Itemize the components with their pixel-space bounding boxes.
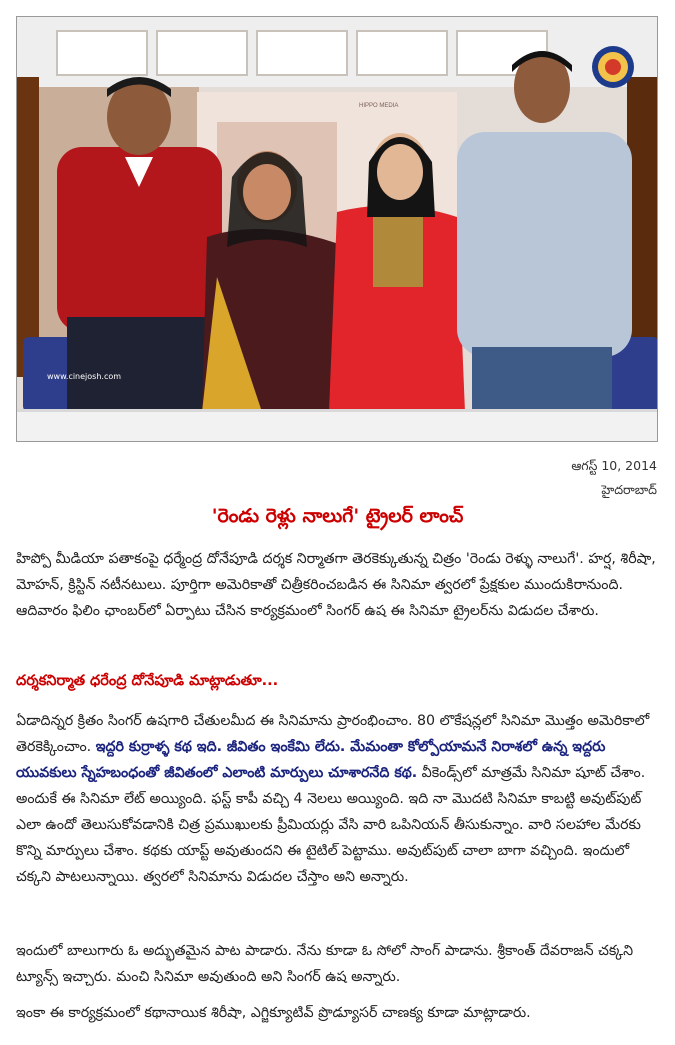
event-photo	[16, 16, 658, 442]
poster-banner-text: HIPPO MEDIA	[359, 103, 399, 109]
article-headline: 'రెండు రెళ్లు నాలుగే' ట్రైలర్ లాంచ్	[211, 505, 464, 527]
article-place: హైదరాబాద్	[601, 482, 657, 497]
channel-logo-icon	[592, 46, 634, 88]
article-paragraph-closing: ఇంకా ఈ కార్యక్రమంలో కథానాయిక శిరీషా, ఎగ్జిక్యూటివ్ ప్రొడ్యూసర్ చాణక్య కూడా మాట్లాడారు.	[16, 1005, 531, 1021]
quote-text-start: ఏడాదిన్నర క్రితం సింగర్ ఉషగారి చేతులమీద ఈ సినిమాను ప్రారంభించాం. 80 లొకేషన్లలో సినిమా మొత్తం అమెరికాలో తెరకెక్కించాం.	[16, 713, 650, 755]
article-paragraph-intro: హిప్పో మీడియా పతాకంపై ధర్మేంద్ర దోనేపూడి దర్శక నిర్మాతగా తెరకెక్కుతున్న చిత్రం 'రెండు రెళ్ళు నాలుగే'. హర్ష, శిరీషా, మోహన్, క్రిస్టిన్ నటీనటులు. పూర్తిగా అమెరికాతో చిత్రీకరించబడిన ఈ సినిమా త్వరలో ప్రేక్షకుల ముందుకిరానుంది. ఆదివారం ఫిలిం ఛాంబర్‌లో ఏర్పాటు చేసిన కార్యక్రమంలో సింగర్ ఉష ఈ సినిమా ట్రైలర్‌ను విడుదల చేశారు.	[16, 551, 656, 619]
article-date: ఆగస్ట్ 10, 2014	[571, 458, 657, 473]
photo-watermark: www.cinejosh.com	[47, 372, 122, 381]
quote-highlight: ఇద్దరి కుర్రాళ్ళ కథ ఇది. జీవితం ఇంకేమి లేదు. మేమంతా కోల్పోయామనే నిరాశలో ఉన్న ఇద్దరు యువకులు స్నేహబంధంతో జీవితంలో ఎలాంటి మార్పులు చూశారనేది కథ.	[16, 739, 606, 781]
article-meta	[571, 454, 657, 502]
article-paragraph-director-quote	[16, 708, 661, 890]
article-subheading: దర్శకనిర్మాత ధరేంద్ర దోనేపూడి మాట్లాడుతూ...	[16, 673, 279, 689]
quote-text-end: వీకెండ్స్‌లో మాత్రమే సినిమా షూట్ చేశాం. అందుకే ఈ సినిమా లేట్ అయ్యింది. ఫస్ట్ కాపీ వచ్చి 4 నెలలు అయ్యింది. ఇది నా మొదటి సినిమా కాబట్టి అవుట్‌పుట్ ఎలా ఉందో తెలుసుకోవడానికి చిత్ర ప్రముఖులకు ప్రీమియర్లు వేసి వారి ఒపినియన్ తీసుకున్నాం. వారి సలహాల మేరకు కొన్ని మార్పులు చేశాం. కథకు యాప్ట్ అవుతుందని ఈ టైటిల్ పెట్టాము. అవుట్‌పుట్ చాలా బాగా వచ్చింది. ఇందులో చక్కని పాటలున్నాయి. త్వరలో సినిమాను విడుదల చేస్తాం అని అన్నారు.	[16, 765, 646, 885]
article-paragraph-singer: ఇందులో బాలుగారు ఓ అద్భుతమైన పాట పాడారు. నేను కూడా ఓ సోలో సాంగ్ పాడాను. శ్రీకాంత్ దేవరాజన్ చక్కని ట్యూన్స్ ఇచ్చారు. మంచి సినిమా అవుతుంది అని సింగర్ ఉష అన్నారు.	[16, 943, 634, 985]
